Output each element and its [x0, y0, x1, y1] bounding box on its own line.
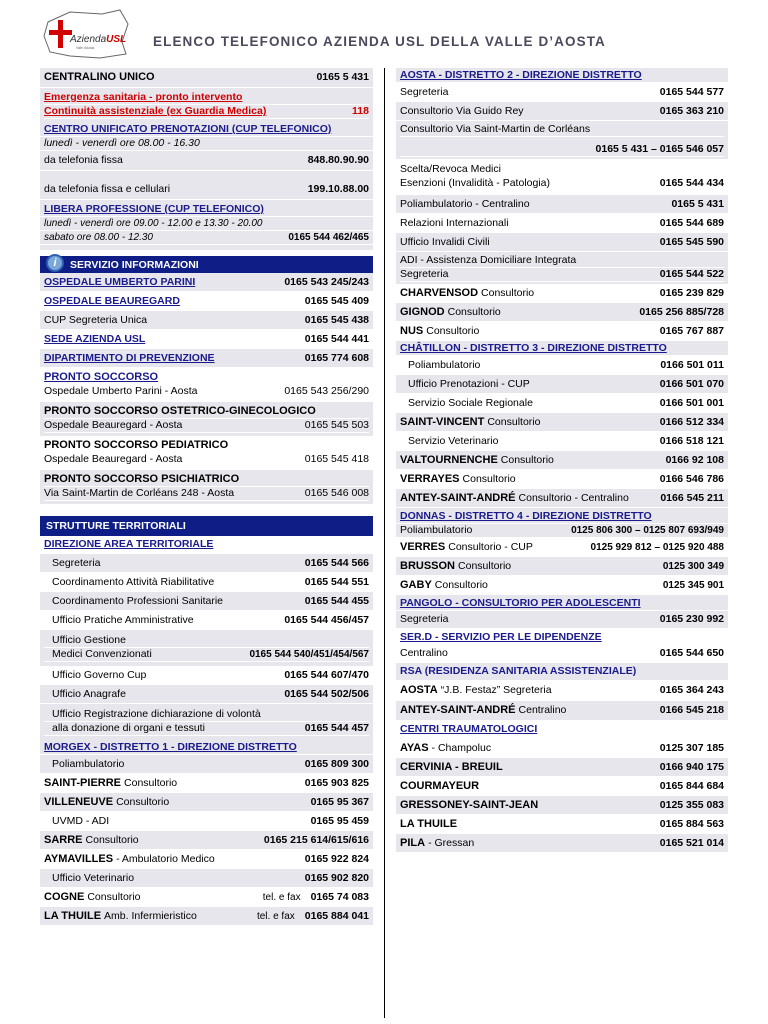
chatillon-row-number[interactable]: 0166 518 121 [659, 434, 724, 447]
dat-list [40, 554, 373, 630]
scelta-row [396, 159, 728, 195]
chatillon-row [396, 375, 728, 394]
donnas-row-place: VERRES [400, 540, 446, 553]
aosta-row [396, 195, 728, 214]
donnas-row-number[interactable]: 0125 929 812 – 0125 920 488 [590, 541, 724, 553]
right-column [396, 68, 728, 853]
emergency-label: Emergenza sanitaria - pronto intervento [44, 91, 243, 103]
morgex-title[interactable]: MORGEX - DISTRETTO 1 - DIREZIONE DISTRETTO [44, 740, 297, 753]
info-row-number[interactable]: 0165 544 441 [304, 332, 369, 345]
cup-mobile-number[interactable]: 199.10.88.00 [307, 183, 369, 195]
serd-title[interactable]: SER.D - SERVIZIO PER LE DIPENDENZE [400, 631, 602, 643]
district-row [396, 284, 728, 303]
chatillon-row-desc: Servizio Sociale Regionale [408, 396, 533, 409]
aosta-row [396, 214, 728, 233]
ctr-row-number[interactable]: 0165 844 684 [659, 779, 724, 792]
pronto-soccorso-row [40, 402, 373, 436]
info-row-number[interactable]: 0165 545 438 [304, 313, 369, 326]
info-title: SERVIZIO INFORMAZIONI [70, 258, 199, 271]
chatillon-row-place: VERRAYES [400, 472, 460, 485]
pronto-soccorso-location: Ospedale Beauregard - Aosta [44, 453, 183, 465]
info-row-number[interactable]: 0165 774 608 [304, 351, 369, 364]
registrazione-number[interactable]: 0165 544 457 [304, 722, 369, 734]
info-row-number[interactable]: 0165 543 245/243 [284, 275, 369, 288]
morgex-row-desc: Amb. Infermieristico [104, 909, 197, 922]
dat-title[interactable]: DIREZIONE AREA TERRITORIALE [44, 538, 214, 550]
morgex-row-number[interactable]: 0165 884 041 [304, 909, 369, 922]
registrazione-row [40, 704, 373, 740]
district-row [396, 303, 728, 322]
chatillon-title-row [396, 341, 728, 356]
rsa-row-desc: Centralino [518, 704, 567, 716]
chatillon-row-number[interactable]: 0166 512 334 [659, 415, 724, 428]
morgex-row-number[interactable]: 0165 215 614/615/616 [263, 833, 369, 846]
pronto-soccorso-title: PRONTO SOCCORSO PEDIATRICO [44, 439, 229, 451]
rsa-row-label [400, 704, 660, 717]
pangolo-number[interactable]: 0165 230 992 [659, 613, 724, 625]
pronto-soccorso-number[interactable]: 0165 543 256/290 [284, 385, 369, 397]
scelta-label-1: Scelta/Revoca Medici [400, 163, 501, 175]
chatillon-row-label [400, 454, 666, 467]
adi-label-1: ADI - Assistenza Domiciliare Integrata [400, 254, 577, 266]
district-row-number[interactable]: 0165 256 885/728 [639, 305, 724, 318]
pronto-soccorso-location: Ospedale Umberto Parini - Aosta [44, 385, 198, 397]
cup-mobile-row [40, 180, 373, 200]
morgex-row-number[interactable]: 0165 95 367 [310, 795, 369, 808]
district-row-desc: Consultorio [426, 324, 480, 337]
gestione-number[interactable]: 0165 544 540/451/454/567 [249, 649, 369, 660]
adi-row [396, 252, 728, 284]
dat-row-number[interactable]: 0165 544 456/457 [284, 613, 369, 626]
morgex-row-number[interactable]: 0165 922 824 [304, 852, 369, 865]
centralino-number[interactable]: 0165 5 431 [316, 71, 369, 83]
chatillon-row-label [400, 416, 660, 429]
aosta-label: Poliambulatorio - Centralino [400, 197, 530, 210]
adi-label-2: Segreteria [400, 268, 449, 280]
pangolo-block [396, 595, 728, 629]
rsa-row-place: ANTEY-SAINT-ANDRÉ [400, 704, 516, 716]
gestione-label-1: Ufficio Gestione [52, 634, 126, 646]
dat-row [40, 573, 373, 592]
info-row-number[interactable]: 0165 545 409 [304, 294, 369, 307]
rsa-row-desc: “J.B. Festaz” Segreteria [440, 684, 552, 696]
scelta-number[interactable]: 0165 544 434 [659, 177, 724, 189]
morgex-row [40, 888, 373, 907]
aosta-title-row [396, 68, 728, 83]
morgex-list [40, 755, 373, 926]
dat-row [40, 666, 373, 685]
cup-block [40, 120, 373, 180]
info-row [40, 349, 373, 368]
morgex-row-desc: Consultorio [85, 833, 139, 846]
scelta-label-2: Esenzioni (Invalidità - Patologia) [400, 177, 550, 189]
aosta-list [396, 83, 728, 121]
info-label[interactable]: OSPEDALE UMBERTO PARINI [44, 275, 196, 288]
morgex-row-number[interactable]: 0165 95 459 [310, 814, 369, 827]
registrazione-label-2: alla donazione di organi e tessuti [52, 722, 205, 734]
rsa-row-number[interactable]: 0165 364 243 [659, 684, 724, 696]
aosta-label: Segreteria [400, 85, 449, 98]
aosta-list-3 [396, 284, 728, 341]
ctr-row-label [400, 818, 660, 831]
chatillon-list [396, 356, 728, 508]
pronto-soccorso-row [40, 436, 373, 470]
ctr-row [396, 777, 728, 796]
donnas-row-desc: Consultorio [434, 578, 488, 591]
ctr-row-place: PILA [400, 836, 426, 849]
chatillon-row [396, 489, 728, 508]
cup-hours: lunedì - venerdì ore 08.00 - 16.30 [44, 137, 200, 149]
chatillon-row-number[interactable]: 0166 501 070 [659, 377, 724, 390]
ctr-row-label [400, 761, 660, 774]
info-icon: i [46, 254, 64, 272]
gestione-label-2: Medici Convenzionati [52, 648, 152, 660]
morgex-row-place: SAINT-PIERRE [44, 776, 122, 789]
morgex-row-place: AYMAVILLES [44, 852, 114, 865]
info-list [40, 273, 373, 368]
aosta-label: Consultorio Via Guido Rey [400, 104, 524, 117]
info-label[interactable]: SEDE AZIENDA USL [44, 332, 146, 345]
district-row-label [400, 325, 660, 338]
info-row [40, 330, 373, 349]
pronto-soccorso-row [40, 470, 373, 504]
saint-martin-label: Consultorio Via Saint-Martin de Corléans [400, 123, 591, 135]
ctr-row-place: COURMAYEUR [400, 779, 480, 792]
saint-martin-number[interactable]: 0165 5 431 – 0165 546 057 [595, 143, 724, 155]
libera-saturday: sabato ore 08.00 - 12.30 [44, 232, 153, 243]
morgex-row-place: LA THUILE [44, 909, 102, 922]
chatillon-row-desc: Ufficio Prenotazioni - CUP [408, 377, 530, 390]
aosta-row-number[interactable]: 0165 363 210 [659, 104, 724, 117]
ctr-title[interactable]: CENTRI TRAUMATOLOGICI [400, 723, 538, 735]
district-row-number[interactable]: 0165 239 829 [659, 286, 724, 299]
morgex-row [40, 812, 373, 831]
azienda-usl-logo [40, 8, 136, 60]
morgex-row [40, 774, 373, 793]
donnas-row [396, 557, 728, 576]
gestione-row [40, 630, 373, 666]
strutture-bar: STRUTTURE TERRITORIALI [40, 516, 373, 536]
ctr-row [396, 758, 728, 777]
info-label[interactable]: OSPEDALE BEAUREGARD [44, 294, 180, 307]
chatillon-row-place: SAINT-VINCENT [400, 415, 485, 428]
registrazione-label-1: Ufficio Registrazione dichiarazione di volontà [52, 708, 261, 720]
pronto-soccorso-list [40, 368, 373, 504]
cup-title[interactable]: CENTRO UNIFICATO PRENOTAZIONI (CUP TELEFONICO) [44, 123, 332, 135]
district-row-desc: Consultorio [447, 305, 501, 318]
pronto-soccorso-title: PRONTO SOCCORSO PSICHIATRICO [44, 473, 240, 485]
morgex-row-label [44, 872, 305, 885]
dat-label: Coordinamento Attività Riabilitative [52, 575, 215, 588]
rsa-title-row [396, 663, 728, 681]
morgex-row-desc: Consultorio [116, 795, 170, 808]
district-row [396, 322, 728, 341]
dat-row-number[interactable]: 0165 544 551 [304, 575, 369, 588]
donnas-row-label [400, 541, 591, 554]
emergency-block [40, 88, 373, 120]
left-column [40, 68, 373, 926]
aosta-list-2 [396, 195, 728, 252]
pronto-soccorso-number[interactable]: 0165 545 418 [304, 453, 369, 465]
pronto-soccorso-title: PRONTO SOCCORSO OSTETRICO-GINECOLOGICO [44, 405, 316, 417]
morgex-row-desc: Consultorio [87, 890, 141, 903]
donnas-row-label [400, 579, 663, 592]
ctr-row [396, 815, 728, 834]
rsa-row-label [400, 684, 660, 697]
chatillon-row-desc: Poliambulatorio [408, 358, 481, 371]
morgex-row-desc: UVMD - ADI [52, 814, 110, 827]
dat-row-number[interactable]: 0165 544 502/506 [284, 687, 369, 700]
chatillon-row-place: ANTEY-SAINT-ANDRÉ [400, 491, 516, 504]
donnas-title[interactable]: DONNAS - DISTRETTO 4 - DIREZIONE DISTRETTO [400, 510, 652, 522]
morgex-row-place: COGNE [44, 890, 85, 903]
donnas-row [396, 538, 728, 557]
donnas-sub-number[interactable]: 0125 806 300 – 0125 807 693/949 [571, 525, 724, 536]
adi-number[interactable]: 0165 544 522 [659, 268, 724, 280]
centralino-row [40, 68, 373, 88]
morgex-row-note: tel. e fax [256, 910, 295, 922]
ctr-row [396, 796, 728, 815]
pangolo-title[interactable]: PANGOLO - CONSULTORIO PER ADOLESCENTI [400, 597, 641, 609]
saint-martin-row [396, 121, 728, 159]
libera-number[interactable]: 0165 544 462/465 [288, 232, 369, 243]
pronto-soccorso-number[interactable]: 0165 545 503 [304, 419, 369, 431]
ctr-row-number[interactable]: 0166 940 175 [659, 760, 724, 773]
rsa-list [396, 681, 728, 721]
centralino-label: CENTRALINO UNICO [44, 71, 155, 83]
dat-row-number[interactable]: 0165 544 607/470 [284, 668, 369, 681]
chatillon-row [396, 432, 728, 451]
chatillon-row-label [400, 397, 660, 410]
pronto-soccorso-row [40, 368, 373, 402]
ctr-title-row [396, 721, 728, 739]
dat-label: Ufficio Pratiche Amministrative [52, 613, 194, 626]
dat-row-number[interactable]: 0165 544 566 [304, 556, 369, 569]
libera-professione-block [40, 200, 373, 250]
morgex-title-row [40, 740, 373, 755]
emergency-number[interactable]: 118 [352, 105, 369, 117]
dat-row-number[interactable]: 0165 544 455 [304, 594, 369, 607]
aosta-row [396, 83, 728, 102]
donnas-row-desc: Consultorio - CUP [448, 540, 533, 553]
aosta-row-number[interactable]: 0165 5 431 [671, 197, 724, 210]
info-bar [40, 256, 373, 273]
chatillon-row-label [400, 378, 660, 391]
district-row-place: NUS [400, 324, 424, 337]
ctr-row-label [400, 837, 660, 850]
district-row-place: CHARVENSOD [400, 286, 479, 299]
ctr-row-desc: - Gressan [428, 836, 475, 849]
chatillon-row-number[interactable]: 0166 546 786 [659, 472, 724, 485]
morgex-row-desc: Poliambulatorio [52, 757, 125, 770]
district-row-number[interactable]: 0165 767 887 [659, 324, 724, 337]
dat-row [40, 611, 373, 630]
chatillon-row-number[interactable]: 0166 545 211 [660, 491, 724, 504]
chatillon-row-number[interactable]: 0166 501 001 [659, 396, 724, 409]
morgex-row-place: SARRE [44, 833, 83, 846]
chatillon-row-desc: Consultorio [462, 472, 516, 485]
donnas-row-number[interactable]: 0125 345 901 [662, 579, 724, 591]
morgex-row-label [44, 758, 305, 771]
ctr-row-label [400, 780, 660, 793]
morgex-row-desc: Consultorio [124, 776, 178, 789]
chatillon-row [396, 356, 728, 375]
morgex-row-label [44, 777, 305, 790]
info-row [40, 292, 373, 311]
morgex-row [40, 869, 373, 888]
donnas-row-label [400, 560, 663, 573]
donnas-row [396, 576, 728, 595]
chatillon-row-desc: Consultorio [487, 415, 541, 428]
ctr-row-number[interactable]: 0125 307 185 [659, 741, 724, 754]
chatillon-title[interactable]: CHÂTILLON - DISTRETTO 3 - DIREZIONE DISTRETTO [400, 341, 667, 354]
morgex-row-note: tel. e fax [262, 891, 301, 903]
chatillon-row-desc: Consultorio - Centralino [518, 491, 629, 504]
page-title: ELENCO TELEFONICO AZIENDA USL DELLA VALLE D’AOSTA [153, 34, 606, 49]
dat-label: Coordinamento Professioni Sanitarie [52, 594, 224, 607]
rsa-row [396, 701, 728, 721]
info-label[interactable]: DIPARTIMENTO DI PREVENZIONE [44, 351, 215, 364]
chatillon-row-place: VALTOURNENCHE [400, 453, 498, 466]
info-row [40, 311, 373, 330]
ctr-row-label [400, 799, 660, 812]
morgex-row-place: VILLENEUVE [44, 795, 114, 808]
chatillon-row [396, 394, 728, 413]
ctr-row-number[interactable]: 0165 521 014 [659, 836, 724, 849]
serd-label: Centralino [400, 647, 448, 659]
chatillon-row [396, 451, 728, 470]
chatillon-row-label [400, 473, 660, 486]
morgex-row-label [44, 796, 311, 809]
chatillon-row-desc: Servizio Veterinario [408, 434, 499, 447]
chatillon-row-label [400, 359, 660, 372]
pronto-soccorso-number[interactable]: 0165 546 008 [304, 487, 369, 499]
svg-text:AziendaUSL: AziendaUSL [70, 34, 127, 45]
dat-label: Segreteria [52, 556, 101, 569]
morgex-row-number[interactable]: 0165 903 825 [304, 776, 369, 789]
rsa-row-place: AOSTA [400, 684, 438, 696]
chatillon-row [396, 470, 728, 489]
morgex-row-label [44, 853, 305, 866]
donnas-block [396, 508, 728, 538]
cup-fixed-number[interactable]: 848.80.90.90 [307, 154, 369, 166]
donnas-row-place: BRUSSON [400, 559, 456, 572]
morgex-row-desc: - Ambulatorio Medico [116, 852, 215, 865]
dat-list-2 [40, 666, 373, 704]
aosta-row-number[interactable]: 0165 544 577 [659, 85, 724, 98]
aosta-row-number[interactable]: 0165 544 689 [659, 216, 724, 229]
aosta-row-number[interactable]: 0165 545 590 [659, 235, 724, 248]
aosta-row [396, 102, 728, 121]
dat-title-row [40, 536, 373, 554]
rsa-row [396, 681, 728, 701]
serd-block [396, 629, 728, 663]
pronto-soccorso-title[interactable]: PRONTO SOCCORSO [44, 371, 159, 383]
donnas-sub-label: Poliambulatorio [400, 524, 473, 536]
morgex-row [40, 793, 373, 812]
aosta-title[interactable]: AOSTA - DISTRETTO 2 - DIREZIONE DISTRETTO [400, 68, 642, 81]
morgex-row-number[interactable]: 0165 902 820 [304, 871, 369, 884]
donnas-row-place: GABY [400, 578, 432, 591]
dat-label: Ufficio Governo Cup [52, 668, 147, 681]
donnas-row-number[interactable]: 0125 300 349 [662, 560, 724, 572]
ctr-row-place: CERVINIA - BREUIL [400, 760, 503, 773]
aosta-label: Ufficio Invalidi Civili [400, 235, 490, 248]
morgex-row [40, 755, 373, 774]
dat-label: Ufficio Anagrafe [52, 687, 126, 700]
chatillon-row-number[interactable]: 0166 92 108 [665, 453, 724, 466]
ctr-row [396, 739, 728, 758]
morgex-row-label [44, 815, 311, 828]
pronto-soccorso-location: Ospedale Beauregard - Aosta [44, 419, 183, 431]
pangolo-label: Segreteria [400, 613, 449, 625]
morgex-row-label [44, 910, 257, 923]
morgex-row [40, 850, 373, 869]
morgex-row [40, 831, 373, 850]
chatillon-row-number[interactable]: 0166 501 011 [660, 358, 724, 371]
page-header [40, 8, 740, 62]
info-row [40, 273, 373, 292]
donnas-row-desc: Consultorio [458, 559, 512, 572]
morgex-row-label [44, 891, 263, 904]
district-row-desc: Consultorio [481, 286, 535, 299]
donnas-list [396, 538, 728, 595]
morgex-row [40, 907, 373, 926]
info-label: CUP Segreteria Unica [44, 313, 148, 326]
cup-mobile-label: da telefonia fissa e cellulari [44, 183, 171, 195]
morgex-row-number[interactable]: 0165 809 300 [304, 757, 369, 770]
aosta-row [396, 233, 728, 252]
ctr-row-place: GRESSONEY-SAINT-JEAN [400, 798, 539, 811]
ctr-row-place: LA THUILE [400, 817, 458, 830]
ctr-row-label [400, 742, 660, 755]
ctr-row-number[interactable]: 0165 884 563 [659, 817, 724, 830]
rsa-row-number[interactable]: 0166 545 218 [659, 704, 724, 716]
ctr-list [396, 739, 728, 853]
chatillon-row-desc: Consultorio [500, 453, 554, 466]
cup-fixed-label: da telefonia fissa [44, 154, 123, 166]
column-divider [384, 68, 385, 1018]
ctr-row-number[interactable]: 0125 355 083 [659, 798, 724, 811]
dat-row [40, 685, 373, 704]
district-row-place: GIGNOD [400, 305, 445, 318]
district-row-label [400, 306, 639, 319]
morgex-row-label [44, 834, 264, 847]
ctr-row [396, 834, 728, 853]
aosta-label: Relazioni Internazionali [400, 216, 509, 229]
district-row-label [400, 287, 660, 300]
serd-number[interactable]: 0165 544 650 [659, 647, 724, 659]
pronto-soccorso-location: Via Saint-Martin de Corléans 248 - Aosta [44, 487, 235, 499]
libera-hours: lunedì - venerdì ore 09.00 - 12.00 e 13.30 - 20.00 [44, 218, 263, 229]
chatillon-row [396, 413, 728, 432]
ctr-row-desc: - Champoluc [431, 741, 492, 754]
morgex-row-number[interactable]: 0165 74 083 [310, 890, 369, 903]
dat-row [40, 592, 373, 611]
rsa-title: RSA (RESIDENZA SANITARIA ASSISTENZIALE) [400, 665, 637, 677]
chatillon-row-label [400, 492, 660, 505]
svg-text:Valle d'Aosta: Valle d'Aosta [76, 46, 95, 50]
morgex-row-desc: Ufficio Veterinario [52, 871, 135, 884]
guardia-medica-label: Continuità assistenziale (ex Guardia Medica) [44, 105, 267, 117]
chatillon-row-label [400, 435, 660, 448]
libera-title[interactable]: LIBERA PROFESSIONE (CUP TELEFONICO) [44, 203, 264, 215]
dat-row [40, 554, 373, 573]
ctr-row-place: AYAS [400, 741, 429, 754]
